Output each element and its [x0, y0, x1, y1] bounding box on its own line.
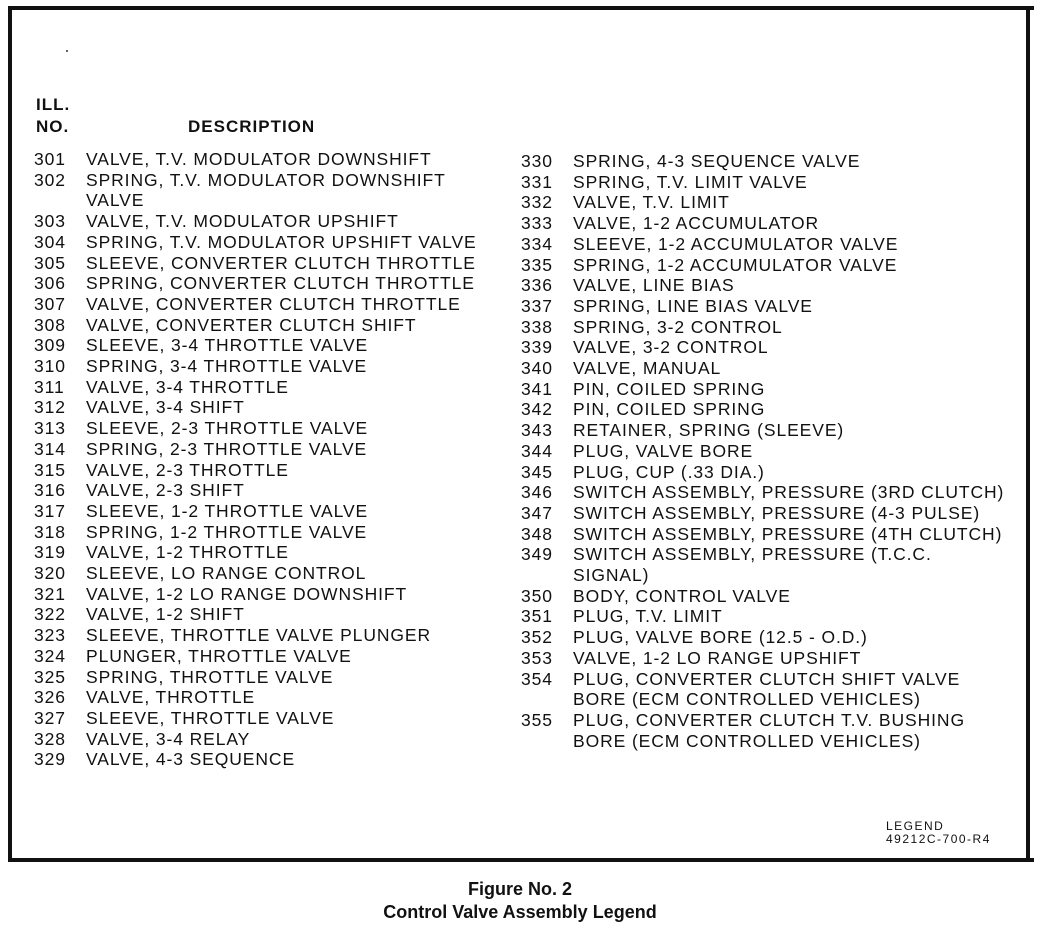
part-description: SPRING, 1-2 THROTTLE VALVE — [86, 521, 368, 542]
list-item — [521, 544, 1021, 585]
list-item — [521, 441, 1021, 462]
ill-number: 346 — [521, 482, 553, 503]
part-description: SLEEVE, LO RANGE CONTROL — [86, 563, 367, 584]
part-description: SLEEVE, 3-4 THROTTLE VALVE — [86, 335, 369, 356]
list-item — [34, 397, 504, 418]
part-description: SPRING, 3-4 THROTTLE VALVE — [86, 356, 368, 377]
ill-number: 349 — [521, 544, 553, 565]
list-item — [521, 255, 1021, 276]
list-item — [521, 337, 1021, 358]
part-description: SLEEVE, CONVERTER CLUTCH THROTTLE — [86, 252, 476, 273]
part-description: PLUG, VALVE BORE (12.5 - O.D.) — [573, 627, 868, 648]
list-item — [34, 708, 504, 729]
part-description: BODY, CONTROL VALVE — [573, 585, 791, 606]
part-description: PLUG, VALVE BORE — [573, 440, 754, 461]
figure-title: Control Valve Assembly Legend — [383, 902, 657, 922]
part-description: PLUG, CUP (.33 DIA.) — [573, 461, 765, 482]
list-item — [521, 648, 1021, 669]
list-item — [34, 418, 504, 439]
list-item — [34, 687, 504, 708]
ill-number: 305 — [34, 252, 66, 273]
part-description: VALVE, MANUAL — [573, 358, 722, 379]
part-description: SPRING, 3-2 CONTROL — [573, 316, 783, 337]
part-description: PLUG, T.V. LIMIT — [573, 606, 723, 627]
part-description: SPRING, T.V. MODULATOR DOWNSHIFT VALVE — [86, 169, 446, 211]
ill-number: 312 — [34, 397, 66, 418]
ill-number: 315 — [34, 459, 66, 480]
part-description: VALVE, 1-2 THROTTLE — [86, 542, 289, 563]
part-description: VALVE, T.V. LIMIT — [573, 192, 730, 213]
list-item — [34, 749, 504, 770]
ill-number: 310 — [34, 356, 66, 377]
ill-number: 343 — [521, 420, 553, 441]
list-item — [34, 232, 504, 253]
ill-number: 307 — [34, 293, 66, 314]
ill-number: 348 — [521, 523, 553, 544]
ill-number: 322 — [34, 604, 66, 625]
list-item — [521, 296, 1021, 317]
list-item — [34, 604, 504, 625]
ill-number: 327 — [34, 707, 66, 728]
ill-number: 336 — [521, 275, 553, 296]
ill-number: 355 — [521, 709, 553, 730]
ill-number: 314 — [34, 438, 66, 459]
ill-number: 321 — [34, 583, 66, 604]
part-description: VALVE, 3-4 THROTTLE — [86, 376, 289, 397]
ill-no-header — [36, 94, 70, 138]
ill-number: 302 — [34, 169, 66, 190]
list-item — [521, 358, 1021, 379]
part-description: SPRING, CONVERTER CLUTCH THROTTLE — [86, 273, 475, 294]
list-item — [34, 273, 504, 294]
legend-tag — [886, 820, 991, 846]
part-description: VALVE, 3-2 CONTROL — [573, 337, 769, 358]
no-label: NO. — [36, 117, 70, 136]
part-description: SLEEVE, 2-3 THROTTLE VALVE — [86, 418, 369, 439]
part-description: SLEEVE, THROTTLE VALVE PLUNGER — [86, 625, 432, 646]
part-description: VALVE, 1-2 LO RANGE UPSHIFT — [573, 647, 862, 668]
list-item — [521, 606, 1021, 627]
ill-number: 353 — [521, 647, 553, 668]
figure-number: Figure No. 2 — [467, 879, 572, 899]
list-item — [521, 586, 1021, 607]
list-item — [521, 151, 1021, 172]
part-description: VALVE, CONVERTER CLUTCH SHIFT — [86, 314, 417, 335]
list-item — [521, 482, 1021, 503]
part-description: PLUG, CONVERTER CLUTCH T.V. BUSHING BORE (ECM CONTROLLED VEHICLES) — [573, 709, 965, 751]
part-description: VALVE, THROTTLE — [86, 687, 256, 708]
ill-number: 352 — [521, 627, 553, 648]
list-item — [521, 710, 1021, 751]
list-item — [34, 480, 504, 501]
ill-number: 313 — [34, 418, 66, 439]
list-item — [34, 377, 504, 398]
part-description: VALVE, 2-3 THROTTLE — [86, 459, 289, 480]
part-description: SWITCH ASSEMBLY, PRESSURE (4TH CLUTCH) — [573, 523, 1003, 544]
ill-number: 350 — [521, 585, 553, 606]
list-item — [34, 211, 504, 232]
ill-number: 340 — [521, 358, 553, 379]
ill-number: 338 — [521, 316, 553, 337]
ill-number: 331 — [521, 171, 553, 192]
part-description: SPRING, 2-3 THROTTLE VALVE — [86, 438, 368, 459]
list-item — [34, 563, 504, 584]
ill-number: 329 — [34, 749, 66, 770]
part-description: SWITCH ASSEMBLY, PRESSURE (4-3 PULSE) — [573, 502, 981, 523]
list-item — [34, 170, 504, 211]
part-description: SPRING, 4-3 SEQUENCE VALVE — [573, 151, 861, 171]
part-description: SPRING, LINE BIAS VALVE — [573, 295, 813, 316]
legend-tag-code: 49212C-700-R4 — [886, 832, 991, 846]
ill-number: 328 — [34, 728, 66, 749]
list-item — [521, 192, 1021, 213]
ill-number: 330 — [521, 151, 553, 171]
list-item — [34, 315, 504, 336]
list-item — [521, 503, 1021, 524]
part-description: RETAINER, SPRING (SLEEVE) — [573, 420, 845, 441]
ill-number: 320 — [34, 563, 66, 584]
list-item — [34, 335, 504, 356]
list-item — [34, 356, 504, 377]
part-description: VALVE, 2-3 SHIFT — [86, 480, 245, 501]
ill-number: 309 — [34, 335, 66, 356]
ill-number: 323 — [34, 625, 66, 646]
list-item — [34, 729, 504, 750]
list-item — [34, 625, 504, 646]
ill-number: 316 — [34, 480, 66, 501]
ill-number: 325 — [34, 666, 66, 687]
list-item — [521, 399, 1021, 420]
scan-speck — [66, 50, 68, 52]
list-item — [34, 646, 504, 667]
ill-number: 326 — [34, 687, 66, 708]
list-item — [34, 294, 504, 315]
part-description: SLEEVE, THROTTLE VALVE — [86, 707, 335, 728]
list-item — [34, 542, 504, 563]
ill-number: 332 — [521, 192, 553, 213]
part-description: PIN, COILED SPRING — [573, 399, 766, 420]
part-description: SLEEVE, 1-2 THROTTLE VALVE — [86, 500, 369, 521]
legend-tag-title: LEGEND — [886, 819, 945, 833]
ill-number: 341 — [521, 378, 553, 399]
part-description: VALVE, CONVERTER CLUTCH THROTTLE — [86, 293, 461, 314]
list-item — [521, 317, 1021, 338]
list-item — [34, 253, 504, 274]
ill-number: 347 — [521, 502, 553, 523]
ill-number: 344 — [521, 440, 553, 461]
ill-number: 311 — [34, 376, 65, 397]
ill-number: 335 — [521, 254, 553, 275]
ill-number: 303 — [34, 211, 66, 232]
list-item — [521, 524, 1021, 545]
list-item — [521, 669, 1021, 710]
ill-number: 304 — [34, 231, 66, 252]
right-parts-list — [521, 151, 1021, 751]
frame-right-edge — [1026, 6, 1030, 862]
left-parts-list — [34, 149, 504, 770]
part-description: VALVE, 3-4 SHIFT — [86, 397, 245, 418]
ill-number: 301 — [34, 149, 66, 169]
ill-number: 333 — [521, 213, 553, 234]
ill-number: 351 — [521, 606, 553, 627]
list-item — [34, 149, 504, 170]
ill-number: 308 — [34, 314, 66, 335]
list-item — [521, 627, 1021, 648]
ill-number: 306 — [34, 273, 66, 294]
part-description: VALVE, LINE BIAS — [573, 275, 735, 296]
part-description: PLUG, CONVERTER CLUTCH SHIFT VALVE BORE (ECM CONTROLLED VEHICLES) — [573, 668, 961, 710]
part-description: SPRING, T.V. MODULATOR UPSHIFT VALVE — [86, 231, 477, 252]
ill-number: 334 — [521, 233, 553, 254]
list-item — [521, 275, 1021, 296]
part-description: SLEEVE, 1-2 ACCUMULATOR VALVE — [573, 233, 899, 254]
ill-number: 337 — [521, 295, 553, 316]
list-item — [34, 439, 504, 460]
ill-number: 318 — [34, 521, 66, 542]
part-description: VALVE, T.V. MODULATOR DOWNSHIFT — [86, 149, 432, 169]
list-item — [521, 172, 1021, 193]
ill-number: 345 — [521, 461, 553, 482]
part-description: SPRING, T.V. LIMIT VALVE — [573, 171, 808, 192]
part-description: VALVE, 4-3 SEQUENCE — [86, 749, 296, 770]
list-item — [521, 234, 1021, 255]
list-item — [34, 460, 504, 481]
ill-number: 354 — [521, 668, 553, 689]
part-description: VALVE, 1-2 SHIFT — [86, 604, 245, 625]
part-description: PLUNGER, THROTTLE VALVE — [86, 645, 352, 666]
ill-number: 342 — [521, 399, 553, 420]
description-header: DESCRIPTION — [188, 117, 316, 136]
part-description: SWITCH ASSEMBLY, PRESSURE (T.C.C. SIGNAL) — [573, 544, 932, 586]
part-description: PIN, COILED SPRING — [573, 378, 766, 399]
list-item — [34, 667, 504, 688]
list-item — [521, 213, 1021, 234]
list-item — [521, 379, 1021, 400]
part-description: VALVE, 1-2 LO RANGE DOWNSHIFT — [86, 583, 408, 604]
ill-number: 339 — [521, 337, 553, 358]
ill-number: 324 — [34, 645, 66, 666]
list-item — [521, 462, 1021, 483]
part-description: SPRING, 1-2 ACCUMULATOR VALVE — [573, 254, 898, 275]
ill-number: 317 — [34, 500, 66, 521]
list-item — [34, 501, 504, 522]
list-item — [34, 584, 504, 605]
list-item — [34, 522, 504, 543]
part-description: VALVE, 3-4 RELAY — [86, 728, 251, 749]
part-description: VALVE, 1-2 ACCUMULATOR — [573, 213, 820, 234]
part-description: VALVE, T.V. MODULATOR UPSHIFT — [86, 211, 399, 232]
part-description: SWITCH ASSEMBLY, PRESSURE (3RD CLUTCH) — [573, 482, 1005, 503]
ill-label: ILL. — [36, 95, 71, 114]
list-item — [521, 420, 1021, 441]
ill-number: 319 — [34, 542, 66, 563]
part-description: SPRING, THROTTLE VALVE — [86, 666, 334, 687]
